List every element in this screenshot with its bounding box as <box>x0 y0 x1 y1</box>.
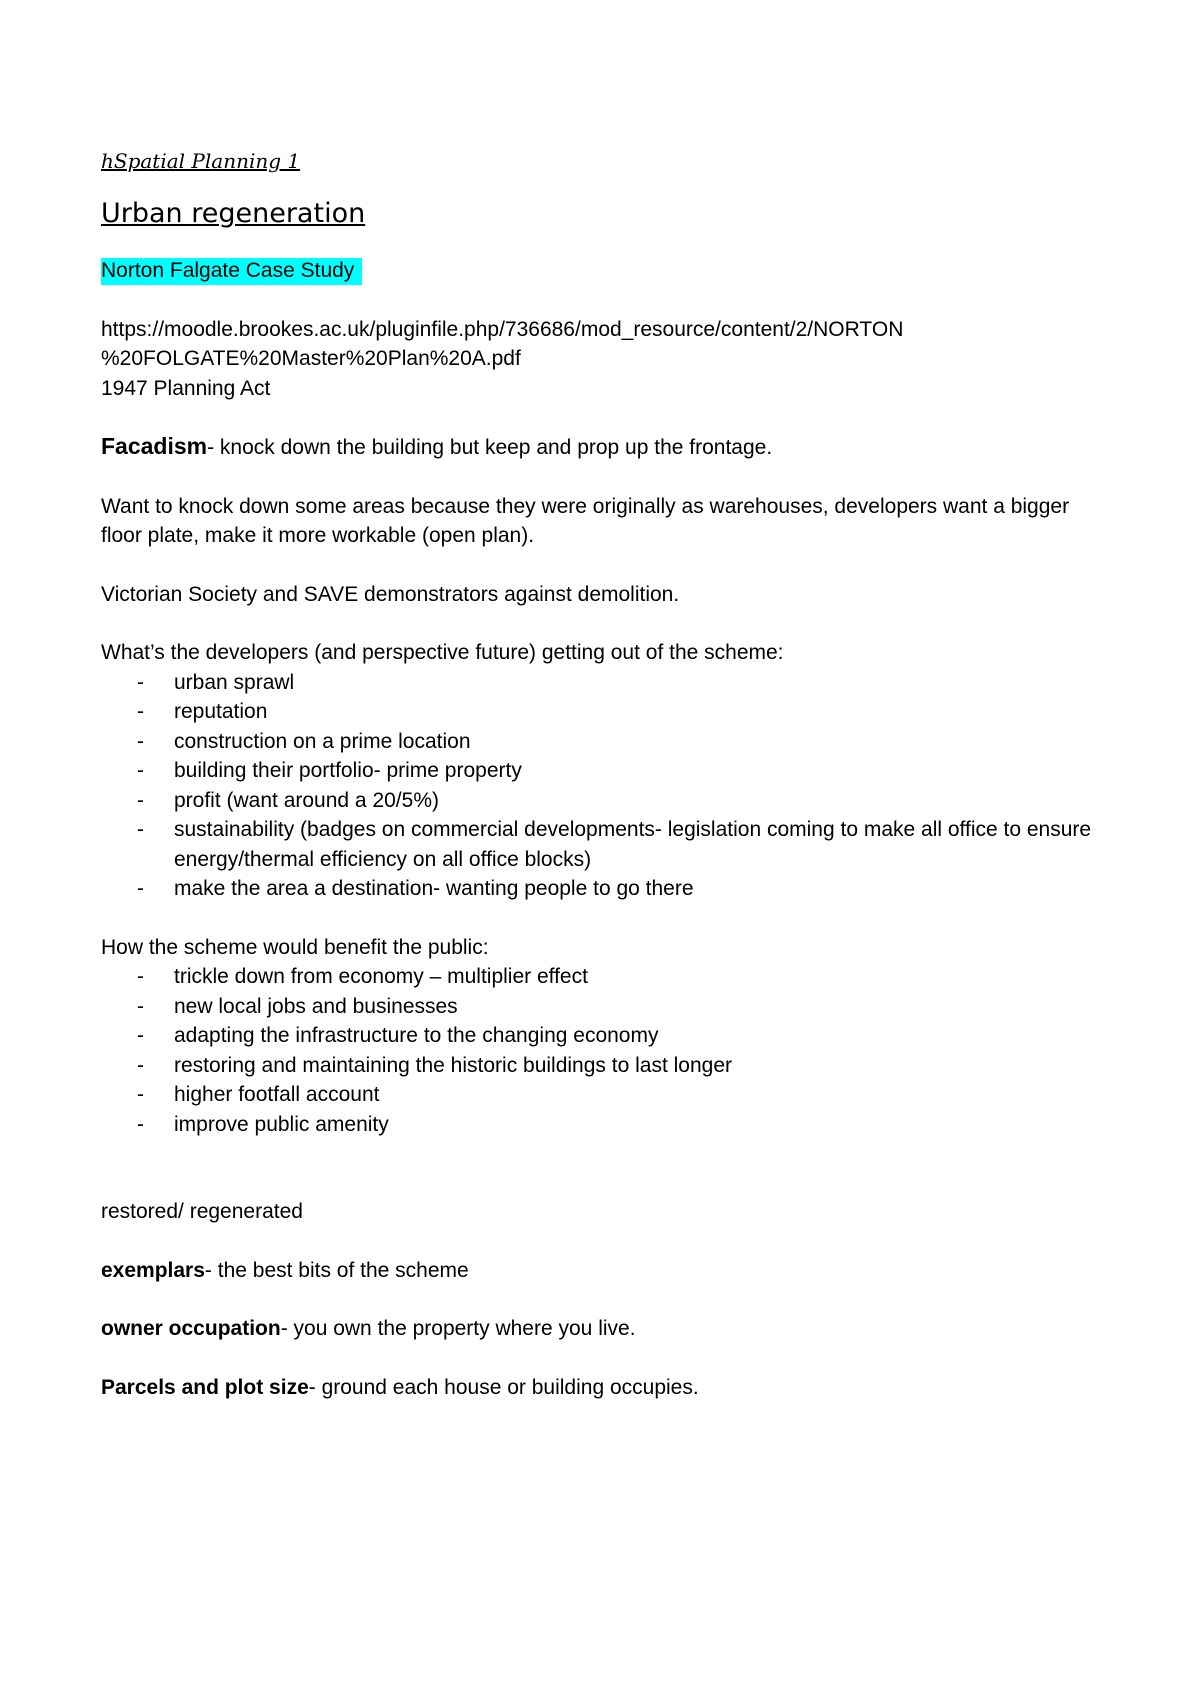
exemplars-text: - the best bits of the scheme <box>204 1258 469 1282</box>
owner-occupation-definition <box>101 1314 1101 1344</box>
reference-url-line-2: %20FOLGATE%20Master%20Plan%20A.pdf <box>101 347 521 370</box>
restored-line: restored/ regenerated <box>101 1200 303 1223</box>
parcels-term: Parcels and plot size <box>101 1375 309 1399</box>
document-body <box>101 146 1101 1402</box>
exemplars-term: exemplars <box>101 1258 205 1282</box>
facadism-term: Facadism <box>101 433 208 459</box>
owner-occupation-text: - you own the property where you live. <box>280 1317 636 1340</box>
dash-bullet: - <box>137 700 144 723</box>
list-item: - restoring and maintaining the historic buildings to last longer <box>101 1051 1101 1081</box>
list-item: - urban sprawl <box>101 668 1101 698</box>
public-benefit-heading: How the scheme would benefit the public: <box>101 935 489 959</box>
list-item: - make the area a destination- wanting people to go there <box>101 874 1101 904</box>
list-item: - adapting the infrastructure to the changing economy <box>101 1021 1101 1051</box>
dash-bullet: - <box>137 965 144 988</box>
dash-bullet: - <box>137 1024 144 1047</box>
dash-bullet: - <box>137 1112 144 1136</box>
victorian-society-paragraph: Victorian Society and SAVE demonstrators against demolition. <box>101 582 680 606</box>
dash-bullet: - <box>137 877 144 900</box>
public-benefit-list <box>101 962 1101 1139</box>
reference-url-line-1: https://moodle.brookes.ac.uk/pluginfile.php/736686/mod_resource/content/2/NORTON <box>101 317 904 341</box>
list-item: - new local jobs and businesses <box>101 992 1101 1022</box>
dash-bullet: - <box>137 1083 144 1106</box>
facadism-text: - knock down the building but keep and prop up the frontage. <box>207 436 773 459</box>
dash-bullet: - <box>137 759 144 782</box>
developers-list <box>101 668 1101 904</box>
planning-act-line: 1947 Planning Act <box>101 376 271 400</box>
list-item: - profit (want around a 20/5%) <box>101 786 1101 816</box>
dash-bullet: - <box>137 670 144 694</box>
parcels-text: - ground each house or building occupies. <box>308 1375 699 1399</box>
developers-heading: What’s the developers (and perspective future) getting out of the scheme: <box>101 641 784 664</box>
owner-occupation-term: owner occupation <box>101 1317 281 1340</box>
list-item: - trickle down from economy – multiplier effect <box>101 962 1101 992</box>
case-study-highlight: Norton Falgate Case Study <box>101 258 362 285</box>
case-study-line <box>101 256 1101 286</box>
list-item: - improve public amenity <box>101 1110 1101 1140</box>
parcels-definition <box>101 1373 1101 1403</box>
dash-bullet: - <box>137 818 144 841</box>
list-item: - sustainability (badges on commercial developments- legislation coming to make all office to ensure energy/thermal efficiency on all office blocks) <box>101 815 1101 874</box>
dash-bullet: - <box>137 729 144 753</box>
exemplars-definition <box>101 1256 1101 1286</box>
document-title: hSpatial Planning 1 <box>101 149 301 173</box>
dash-bullet: - <box>137 994 144 1018</box>
warehouses-paragraph: Want to knock down some areas because they were originally as warehouses, developers want a bigger floor plate, make it more workable (open plan). <box>101 494 1070 547</box>
list-item: - higher footfall account <box>101 1080 1101 1110</box>
dash-bullet: - <box>137 788 144 812</box>
facadism-definition <box>101 432 1101 463</box>
list-item: - building their portfolio- prime property <box>101 756 1101 786</box>
list-item: - construction on a prime location <box>101 727 1101 757</box>
list-item: - reputation <box>101 697 1101 727</box>
dash-bullet: - <box>137 1053 144 1077</box>
section-heading-urban-regeneration: Urban regeneration <box>101 198 366 229</box>
